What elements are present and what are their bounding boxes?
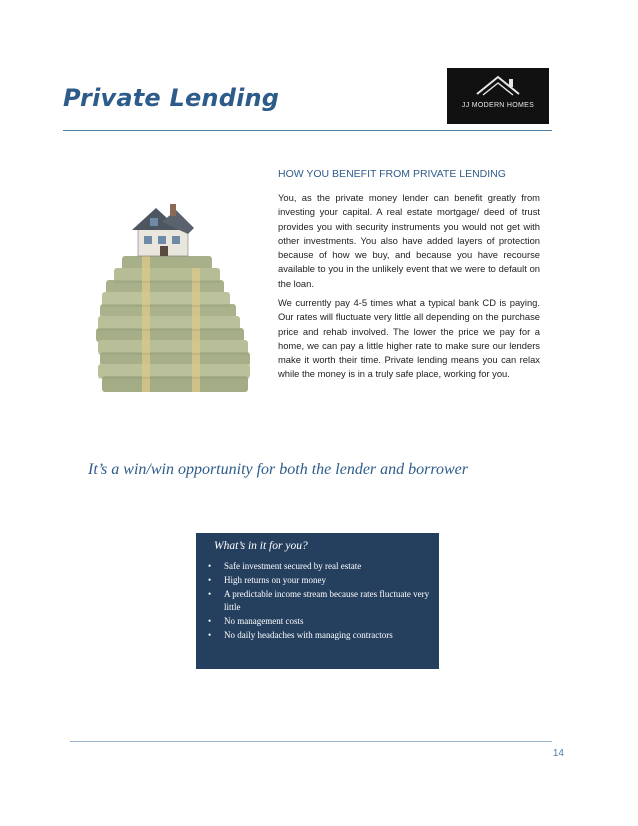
list-item: • A predictable income stream because rates fluctuate very little bbox=[208, 589, 430, 612]
list-item: • Safe investment secured by real estate bbox=[208, 561, 362, 571]
list-item: • High returns on your money bbox=[208, 575, 326, 585]
benefit-paragraph: You, as the private money lender can benefit greatly from investing your capital. A real estate mortgage/ deed of trust provides you with security instruments you would not get with other investments. You also have added layers of protection because of how we buy, and because you have recourse available to you in the unlikely event that we were to default on the loan. bbox=[278, 192, 540, 289]
company-logo bbox=[447, 68, 549, 124]
rate-paragraph: We currently pay 4-5 times what a typical bank CD is paying. Our rates will fluctuate very little all depending on the purchase price and rehab involved. The lower the price we pay for a home, we can pay a little higher rate to make sure our lenders make it worth their time. Private lending means you can relax while the money is in a truly safe place, working for you. bbox=[278, 297, 540, 380]
list-item: • No management costs bbox=[208, 616, 304, 626]
list-item: • No daily headaches with managing contractors bbox=[208, 630, 393, 640]
bullet-icon: • bbox=[208, 575, 212, 585]
title-divider bbox=[63, 130, 552, 131]
benefits-box bbox=[196, 533, 439, 669]
bullet-icon: • bbox=[208, 616, 212, 626]
tagline: It’s a win/win opportunity for both the lender and borrower bbox=[88, 461, 469, 478]
logo-text: JJ MODERN HOMES bbox=[461, 102, 535, 109]
bullet-icon: • bbox=[208, 589, 212, 599]
bullet-icon: • bbox=[208, 561, 212, 571]
page-number: 14 bbox=[552, 748, 564, 759]
benefits-list bbox=[208, 560, 430, 643]
house-on-money-image bbox=[92, 198, 254, 400]
house-roof-icon bbox=[447, 68, 549, 124]
section-heading: HOW YOU BENEFIT FROM PRIVATE LENDING bbox=[278, 168, 506, 180]
bullet-icon: • bbox=[208, 630, 212, 640]
page-title: Private Lending bbox=[63, 84, 280, 112]
footer-divider bbox=[70, 741, 552, 742]
benefits-heading: What’s in it for you? bbox=[214, 540, 308, 552]
